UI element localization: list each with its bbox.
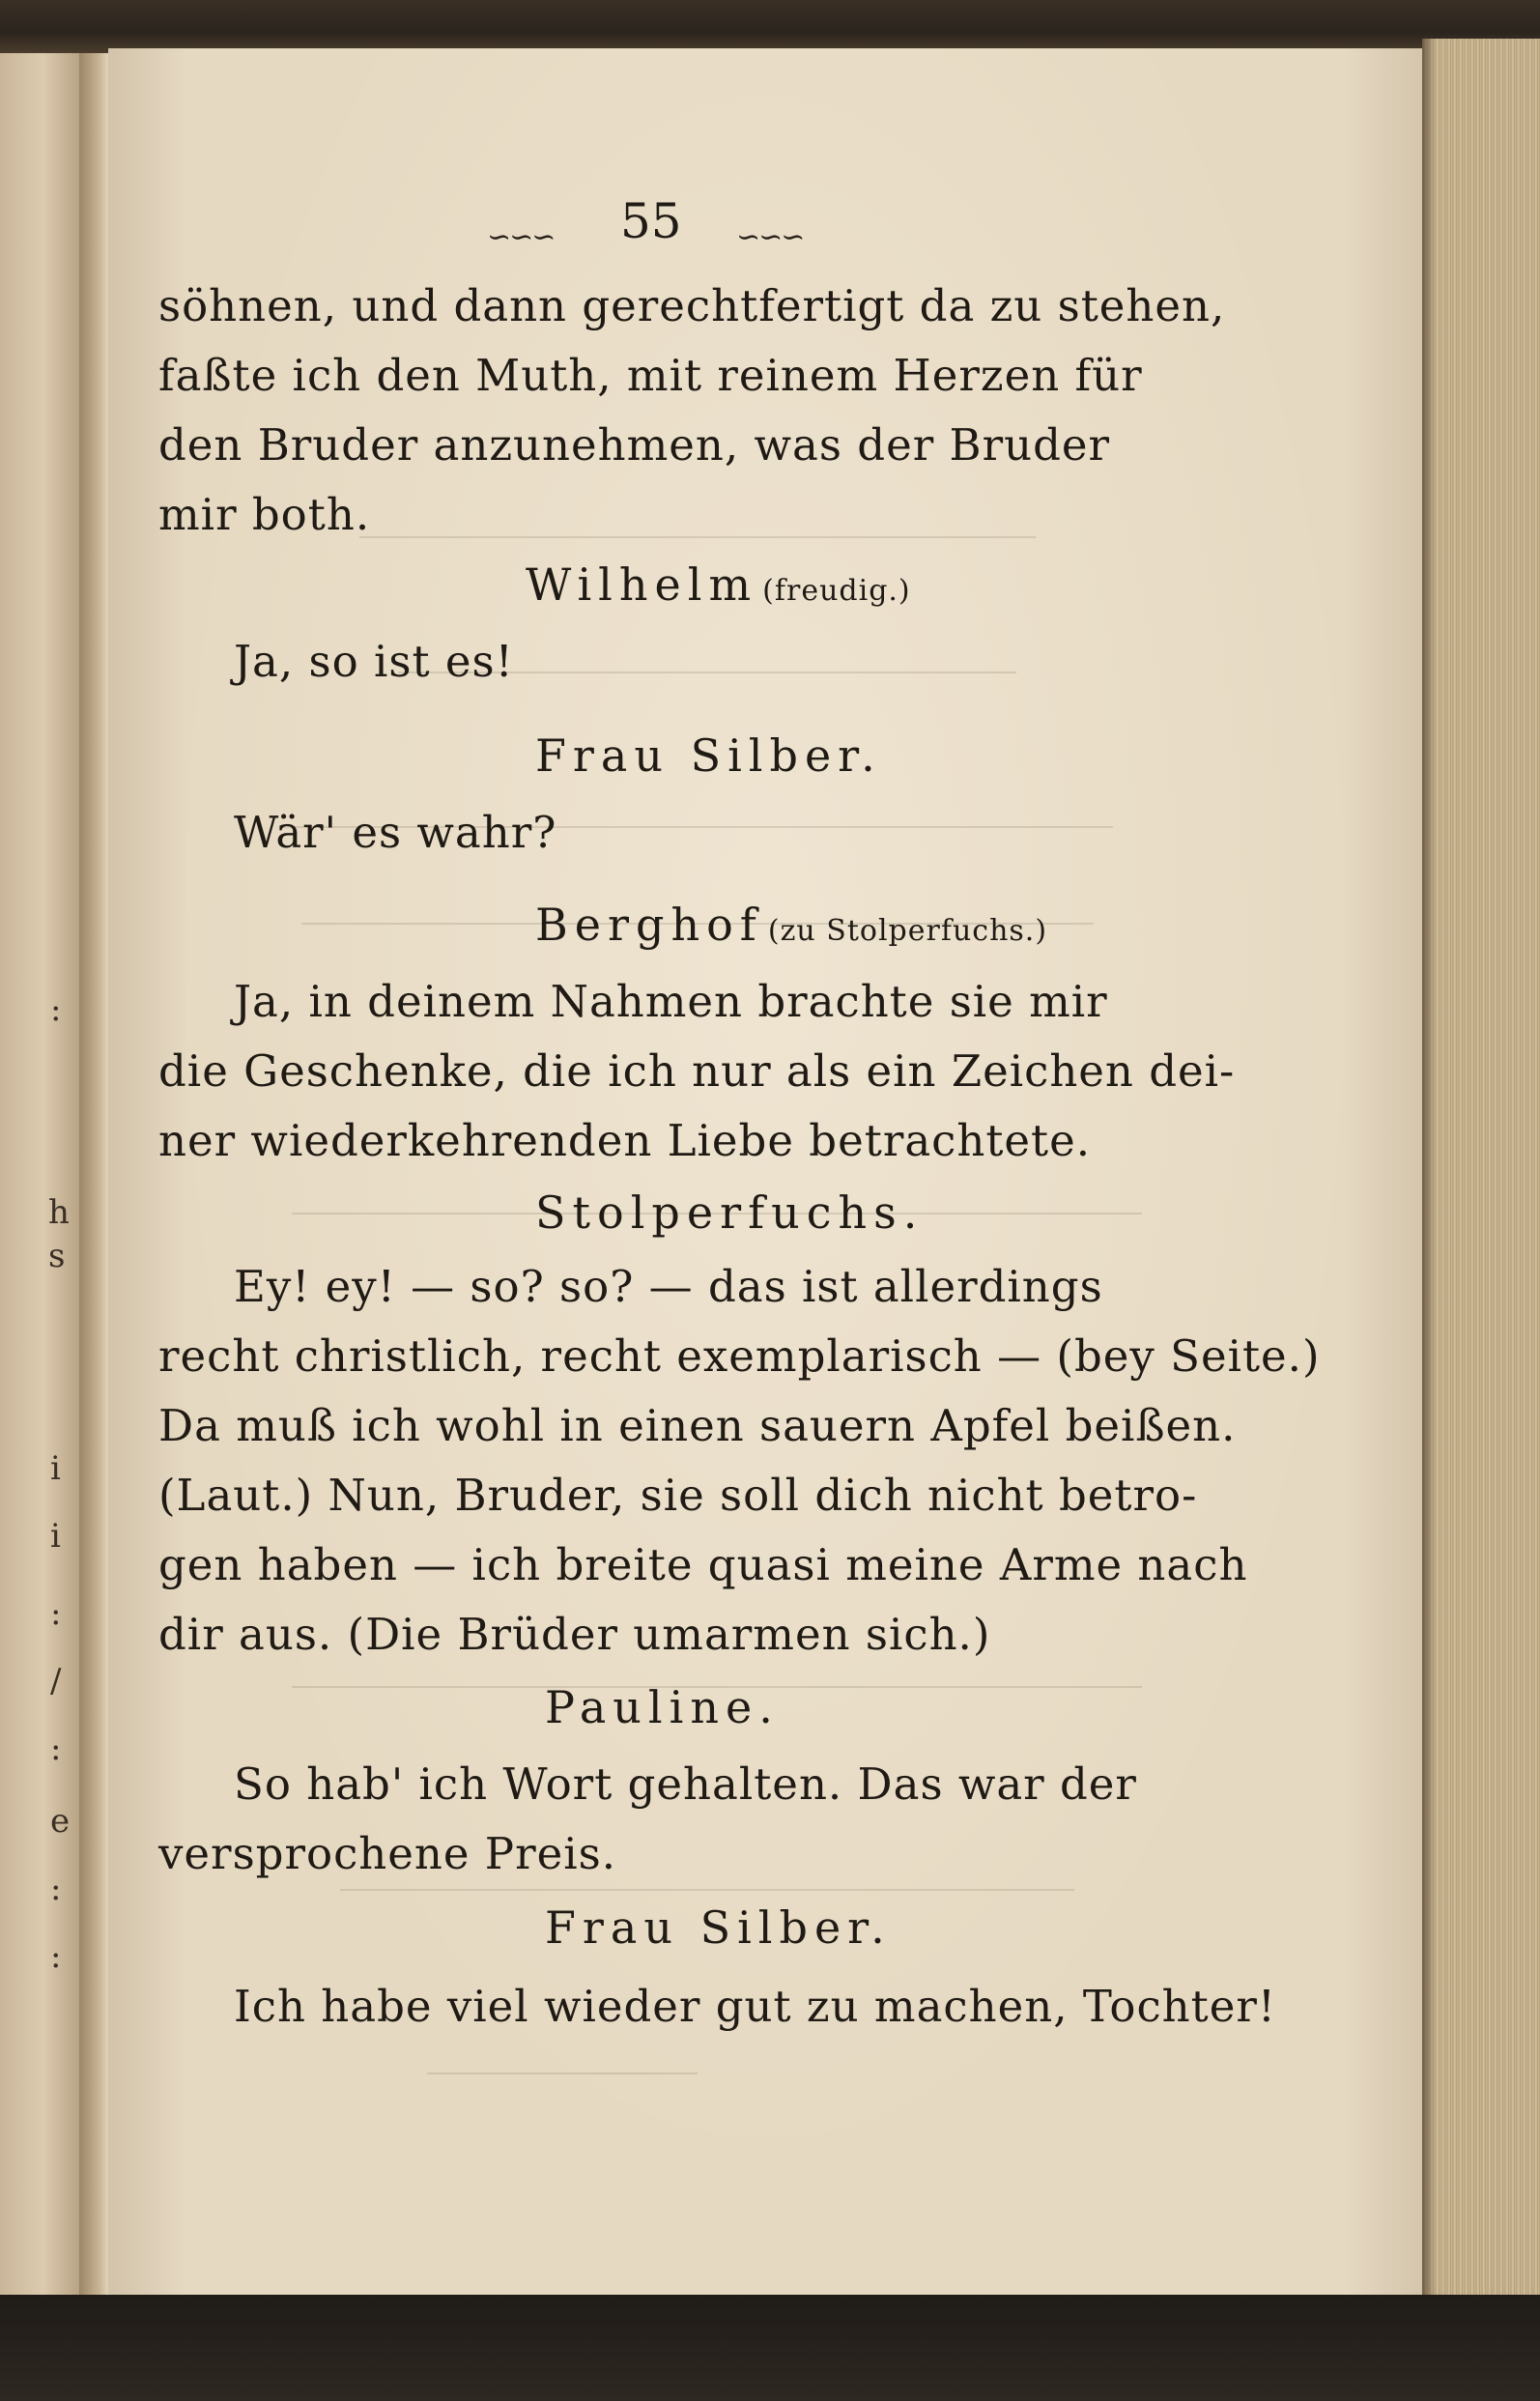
speech-line: ner wiederkehrenden Liebe betrachtete. [158,1115,1092,1166]
speech-line: So hab' ich Wort gehalten. Das war der [234,1758,1137,1810]
book-binding-top [0,0,1540,53]
speech-line: dir aus. (Die Brüder umarmen sich.) [158,1609,991,1660]
right-page-block-edges [1422,39,1540,2304]
page-edge-shadow [1422,39,1436,2304]
stage-direction: (zu Stolperfuchs.) [767,914,1048,948]
left-margin-char: e [50,1802,71,1841]
book-binding-bottom [0,2295,1540,2401]
left-margin-char: i [50,1517,61,1556]
left-margin-char: : [50,1594,62,1633]
speech-line: Ja, in deinem Nahmen brachte sie mir [234,976,1108,1027]
speech-line: Ich habe viel wieder gut zu machen, Tochter! [234,1981,1276,2032]
header-flourish-right: ∽∽∽ [736,220,804,254]
left-margin-char: i [50,1449,61,1488]
speaker-name: Wilhelm [526,558,758,611]
speech-line: Wär' es wahr? [234,807,557,858]
speech-line: gen haben — ich breite quasi meine Arme nach [158,1539,1248,1590]
speech-line: recht christlich, recht exemplarisch — (bey Seite.) [158,1330,1321,1382]
text-line: faßte ich den Muth, mit reinem Herzen für [158,350,1143,401]
left-margin-char: h [48,1193,70,1232]
text-line: mir both. [158,489,371,540]
speech-line: Ey! ey! — so? so? — das ist allerdings [234,1261,1103,1312]
bleed-through-line [427,2072,698,2074]
speech-line: versprochene Preis. [158,1828,617,1879]
speaker-heading [526,558,911,611]
stage-direction: (freudig.) [762,574,911,608]
speaker-heading [535,899,1047,951]
text-line: den Bruder anzunehmen, was der Bruder [158,419,1111,471]
bleed-through-line [359,536,1036,538]
speech-line: die Geschenke, die ich nur als ein Zeichen dei- [158,1045,1236,1097]
speech-line: Ja, so ist es! [234,636,514,687]
speech-line: Da muß ich wohl in einen sauern Apfel beißen. [158,1400,1237,1451]
speaker-name: Frau Silber. [545,1901,892,1954]
left-margin-char: s [48,1237,66,1275]
text-line: söhnen, und dann gerechtfertigt da zu stehen, [158,280,1226,331]
speaker-name: Berghof [535,899,763,951]
left-margin-char: : [50,1937,62,1976]
left-margin-char: : [50,1870,62,1908]
left-margin-char: : [50,990,62,1029]
speaker-name: Pauline. [545,1681,780,1733]
page-number: 55 [620,193,682,249]
speaker-name: Frau Silber. [535,729,882,782]
left-page-edge [0,53,79,2295]
left-margin-char: / [50,1662,62,1701]
speech-line: (Laut.) Nun, Bruder, sie soll dich nicht betro- [158,1470,1198,1521]
header-flourish-left: ∽∽∽ [487,220,555,254]
bleed-through-line [340,1889,1074,1891]
left-margin-char: : [50,1729,62,1768]
book-gutter [79,53,108,2295]
speaker-name: Stolperfuchs. [535,1186,925,1239]
right-page [108,48,1422,2295]
